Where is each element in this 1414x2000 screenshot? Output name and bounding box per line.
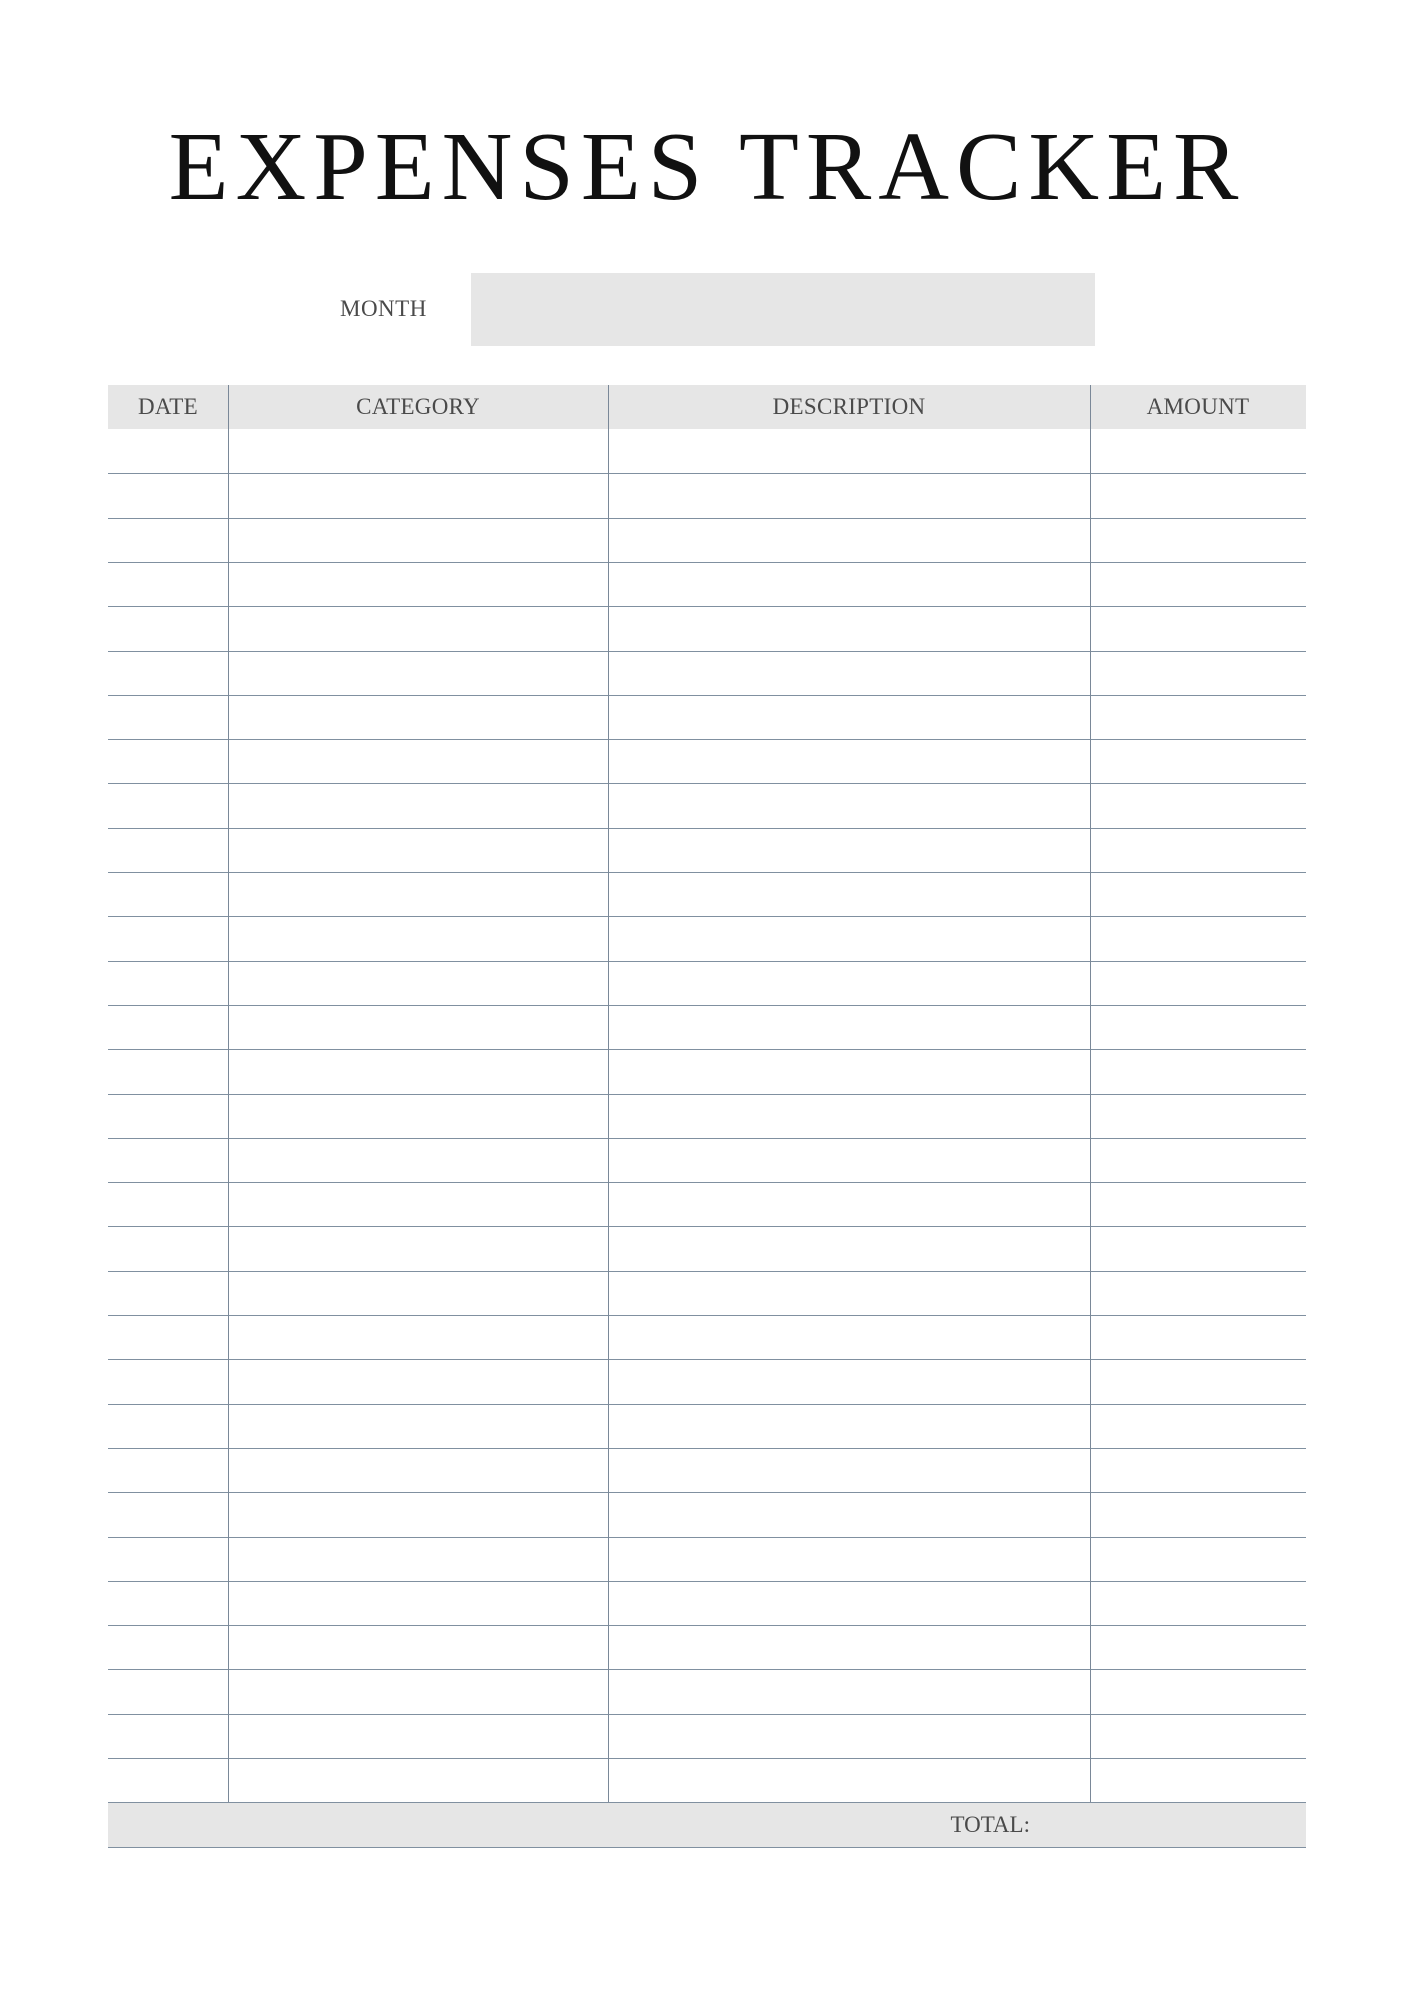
amount-cell[interactable] bbox=[1090, 1138, 1306, 1182]
amount-cell[interactable] bbox=[1090, 606, 1306, 650]
amount-cell[interactable] bbox=[1090, 916, 1306, 960]
table-header bbox=[108, 385, 1306, 429]
amount-cell[interactable] bbox=[1090, 429, 1306, 473]
amount-cell[interactable] bbox=[1090, 828, 1306, 872]
category-cell[interactable] bbox=[228, 872, 608, 916]
amount-cell[interactable] bbox=[1090, 1758, 1306, 1802]
amount-cell[interactable] bbox=[1090, 1714, 1306, 1758]
amount-cell[interactable] bbox=[1090, 1537, 1306, 1581]
category-cell[interactable] bbox=[228, 606, 608, 650]
amount-cell[interactable] bbox=[1090, 1315, 1306, 1359]
date-cell[interactable] bbox=[108, 1758, 228, 1802]
description-cell[interactable] bbox=[608, 1537, 1090, 1581]
amount-cell[interactable] bbox=[1090, 1581, 1306, 1625]
description-cell[interactable] bbox=[608, 1714, 1090, 1758]
description-cell[interactable] bbox=[608, 562, 1090, 606]
date-cell[interactable] bbox=[108, 1359, 228, 1403]
total-row bbox=[108, 1802, 1306, 1848]
column-divider bbox=[608, 385, 609, 1846]
description-cell[interactable] bbox=[608, 1669, 1090, 1713]
date-cell[interactable] bbox=[108, 695, 228, 739]
date-cell[interactable] bbox=[108, 1492, 228, 1536]
category-cell[interactable] bbox=[228, 473, 608, 517]
description-cell[interactable] bbox=[608, 1492, 1090, 1536]
amount-cell[interactable] bbox=[1090, 1669, 1306, 1713]
description-cell[interactable] bbox=[608, 1182, 1090, 1226]
description-cell[interactable] bbox=[608, 473, 1090, 517]
date-cell[interactable] bbox=[108, 1049, 228, 1093]
category-cell[interactable] bbox=[228, 1094, 608, 1138]
month-label: MONTH bbox=[340, 296, 427, 321]
amount-cell[interactable] bbox=[1090, 1094, 1306, 1138]
category-cell[interactable] bbox=[228, 562, 608, 606]
description-cell[interactable] bbox=[608, 1138, 1090, 1182]
date-cell[interactable] bbox=[108, 1581, 228, 1625]
category-cell[interactable] bbox=[228, 1492, 608, 1536]
category-cell[interactable] bbox=[228, 518, 608, 562]
amount-cell[interactable] bbox=[1090, 1492, 1306, 1536]
date-cell[interactable] bbox=[108, 1404, 228, 1448]
amount-cell[interactable] bbox=[1090, 1005, 1306, 1049]
category-cell[interactable] bbox=[228, 1625, 608, 1669]
description-cell[interactable] bbox=[608, 518, 1090, 562]
column-divider bbox=[1090, 385, 1091, 1846]
amount-cell[interactable] bbox=[1090, 961, 1306, 1005]
category-cell[interactable] bbox=[228, 651, 608, 695]
column-divider bbox=[228, 385, 229, 1846]
date-cell[interactable] bbox=[108, 872, 228, 916]
date-cell[interactable] bbox=[108, 1138, 228, 1182]
amount-cell[interactable] bbox=[1090, 1448, 1306, 1492]
amount-cell[interactable] bbox=[1090, 1226, 1306, 1270]
category-cell[interactable] bbox=[228, 1315, 608, 1359]
description-cell[interactable] bbox=[608, 1315, 1090, 1359]
category-cell[interactable] bbox=[228, 1537, 608, 1581]
date-cell[interactable] bbox=[108, 562, 228, 606]
date-cell[interactable] bbox=[108, 961, 228, 1005]
description-cell[interactable] bbox=[608, 429, 1090, 473]
category-cell[interactable] bbox=[228, 783, 608, 827]
date-cell[interactable] bbox=[108, 739, 228, 783]
description-cell[interactable] bbox=[608, 1448, 1090, 1492]
date-cell[interactable] bbox=[108, 429, 228, 473]
description-cell[interactable] bbox=[608, 1625, 1090, 1669]
total-amount-cell[interactable] bbox=[1090, 1803, 1306, 1847]
amount-cell[interactable] bbox=[1090, 518, 1306, 562]
description-cell[interactable] bbox=[608, 916, 1090, 960]
amount-cell[interactable] bbox=[1090, 1049, 1306, 1093]
category-cell[interactable] bbox=[228, 695, 608, 739]
description-cell[interactable] bbox=[608, 1226, 1090, 1270]
amount-cell[interactable] bbox=[1090, 695, 1306, 739]
amount-cell[interactable] bbox=[1090, 562, 1306, 606]
month-field[interactable] bbox=[471, 273, 1095, 346]
category-cell[interactable] bbox=[228, 1404, 608, 1448]
category-cell[interactable] bbox=[228, 1669, 608, 1713]
date-cell[interactable] bbox=[108, 1625, 228, 1669]
date-cell[interactable] bbox=[108, 651, 228, 695]
category-cell[interactable] bbox=[228, 1226, 608, 1270]
description-cell[interactable] bbox=[608, 961, 1090, 1005]
description-cell[interactable] bbox=[608, 1094, 1090, 1138]
description-cell[interactable] bbox=[608, 651, 1090, 695]
description-cell[interactable] bbox=[608, 1359, 1090, 1403]
description-cell[interactable] bbox=[608, 1049, 1090, 1093]
date-cell[interactable] bbox=[108, 1182, 228, 1226]
description-cell[interactable] bbox=[608, 783, 1090, 827]
date-cell[interactable] bbox=[108, 783, 228, 827]
date-cell[interactable] bbox=[108, 1448, 228, 1492]
category-cell[interactable] bbox=[228, 739, 608, 783]
category-cell[interactable] bbox=[228, 429, 608, 473]
description-cell[interactable] bbox=[608, 828, 1090, 872]
category-cell[interactable] bbox=[228, 961, 608, 1005]
amount-cell[interactable] bbox=[1090, 1359, 1306, 1403]
date-cell[interactable] bbox=[108, 1537, 228, 1581]
amount-cell[interactable] bbox=[1090, 872, 1306, 916]
description-cell[interactable] bbox=[608, 606, 1090, 650]
total-label: TOTAL: bbox=[950, 1812, 1030, 1838]
column-header-category: CATEGORY bbox=[356, 394, 480, 419]
amount-cell[interactable] bbox=[1090, 651, 1306, 695]
column-header-date: DATE bbox=[138, 394, 198, 419]
date-cell[interactable] bbox=[108, 1315, 228, 1359]
description-cell[interactable] bbox=[608, 1581, 1090, 1625]
category-cell[interactable] bbox=[228, 1714, 608, 1758]
date-cell[interactable] bbox=[108, 1226, 228, 1270]
category-cell[interactable] bbox=[228, 1049, 608, 1093]
category-cell[interactable] bbox=[228, 1758, 608, 1802]
column-header-amount: AMOUNT bbox=[1146, 394, 1250, 419]
page-title: EXPENSES TRACKER bbox=[168, 113, 1246, 221]
description-cell[interactable] bbox=[608, 1005, 1090, 1049]
description-cell[interactable] bbox=[608, 1758, 1090, 1802]
date-cell[interactable] bbox=[108, 1005, 228, 1049]
amount-cell[interactable] bbox=[1090, 783, 1306, 827]
date-cell[interactable] bbox=[108, 606, 228, 650]
amount-cell[interactable] bbox=[1090, 473, 1306, 517]
category-cell[interactable] bbox=[228, 1138, 608, 1182]
category-cell[interactable] bbox=[228, 1005, 608, 1049]
amount-cell[interactable] bbox=[1090, 1625, 1306, 1669]
category-cell[interactable] bbox=[228, 1271, 608, 1315]
category-cell[interactable] bbox=[228, 1448, 608, 1492]
date-cell[interactable] bbox=[108, 1271, 228, 1315]
category-cell[interactable] bbox=[228, 828, 608, 872]
category-cell[interactable] bbox=[228, 1182, 608, 1226]
date-cell[interactable] bbox=[108, 1714, 228, 1758]
category-cell[interactable] bbox=[228, 1581, 608, 1625]
description-cell[interactable] bbox=[608, 872, 1090, 916]
category-cell[interactable] bbox=[228, 1359, 608, 1403]
amount-cell[interactable] bbox=[1090, 1404, 1306, 1448]
date-cell[interactable] bbox=[108, 916, 228, 960]
date-cell[interactable] bbox=[108, 1094, 228, 1138]
description-cell[interactable] bbox=[608, 1271, 1090, 1315]
date-cell[interactable] bbox=[108, 473, 228, 517]
amount-cell[interactable] bbox=[1090, 1271, 1306, 1315]
date-cell[interactable] bbox=[108, 1669, 228, 1713]
category-cell[interactable] bbox=[228, 916, 608, 960]
column-header-description: DESCRIPTION bbox=[772, 394, 926, 419]
description-cell[interactable] bbox=[608, 739, 1090, 783]
date-cell[interactable] bbox=[108, 518, 228, 562]
description-cell[interactable] bbox=[608, 1404, 1090, 1448]
amount-cell[interactable] bbox=[1090, 1182, 1306, 1226]
date-cell[interactable] bbox=[108, 828, 228, 872]
description-cell[interactable] bbox=[608, 695, 1090, 739]
amount-cell[interactable] bbox=[1090, 739, 1306, 783]
